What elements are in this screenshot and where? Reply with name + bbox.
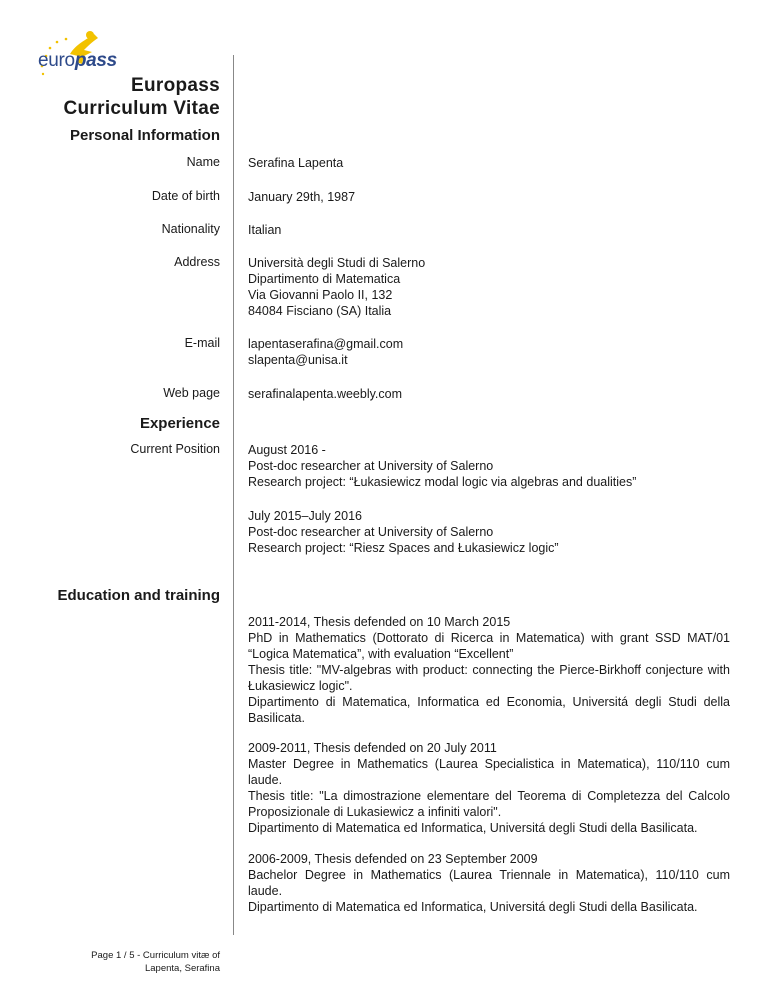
address-line: 84084 Fisciano (SA) Italia [248,304,392,318]
position-date: August 2016 - [248,443,326,457]
address-line: Università degli Studi di Salerno [248,256,426,270]
address-line: Dipartimento di Matematica [248,272,401,286]
personal-information-heading: Personal Information [69,127,220,144]
position-project: Research project: “Łukasiewicz modal logic via algebras and dualities” [248,475,637,489]
nationality-value: Italian [248,223,282,237]
dob-label: Date of birth [151,189,220,203]
education-degree: Master Degree in Mathematics (Laurea Specialistica in Matematica), 110/110 cum laude. [248,757,730,787]
page-title [64,74,221,120]
address-value [248,255,730,319]
logo-prefix: euro [38,50,75,71]
education-dates: 2006-2009, Thesis defended on 23 September 2009 [248,852,538,866]
education-entry [248,740,730,836]
dob-value: January 29th, 1987 [248,190,356,204]
name-value: Serafina Lapenta [248,156,344,170]
education-entry [248,614,730,726]
column-divider [233,55,234,935]
email-link[interactable]: slapenta@unisa.it [248,353,348,367]
title-line-2: Curriculum Vitae [63,98,220,119]
email-link[interactable]: lapentaserafina@gmail.com [248,337,404,351]
footer-line-1: Page 1 / 5 - Curriculum vitæ of [91,950,220,961]
address-line: Via Giovanni Paolo II, 132 [248,288,393,302]
address-label: Address [174,255,220,269]
footer-line-2: Lapenta, Serafina [144,963,220,974]
position-title: Post-doc researcher at University of Salerno [248,459,494,473]
position-date: July 2015–July 2016 [248,509,362,523]
nationality-label: Nationality [161,222,220,236]
current-position-label: Current Position [130,442,220,456]
education-dates: 2009-2011, Thesis defended on 20 July 2011 [248,741,497,755]
education-department: Dipartimento di Matematica ed Informatica, Universitá degli Studi della Basilicata. [248,821,698,835]
title-line-1: Europass [131,75,220,96]
position-entry [248,442,730,490]
web-label: Web page [163,386,220,400]
email-value [248,336,730,368]
position-entry [248,508,730,556]
position-project: Research project: “Riesz Spaces and Łukasiewicz logic” [248,541,559,555]
education-dates: 2011-2014, Thesis defended on 10 March 2015 [248,615,511,629]
education-thesis: Thesis title: "MV-algebras with product: connecting the Pierce-Birkhoff conjecture with Łukasiewicz logic". [248,663,730,693]
education-department: Dipartimento di Matematica ed Informatica, Universitá degli Studi della Basilicata. [248,900,698,914]
page-footer [20,949,220,975]
logo-suffix: pass [74,50,117,71]
position-title: Post-doc researcher at University of Salerno [248,525,494,539]
education-degree: Bachelor Degree in Mathematics (Laurea Triennale in Matematica), 110/110 cum laude. [248,868,730,898]
web-link[interactable]: serafinalapenta.weebly.com [248,387,403,401]
europass-wordmark [38,50,117,72]
email-label: E-mail [184,336,220,350]
experience-heading: Experience [139,415,220,432]
education-thesis: Thesis title: "La dimostrazione elementare del Teorema di Completezza del Calcolo Proposizionale di Lukasiewicz a infiniti valori". [248,789,730,819]
education-department: Dipartimento di Matematica, Informatica ed Economia, Universitá degli Studi della Basilicata. [248,695,730,725]
education-entry [248,851,730,915]
education-degree: PhD in Mathematics (Dottorato di Ricerca in Matematica) with grant SSD MAT/01 “Logica Matematica”, with evaluation “Excellent” [248,631,730,661]
education-heading: Education and training [57,587,220,604]
name-label: Name [186,155,220,169]
